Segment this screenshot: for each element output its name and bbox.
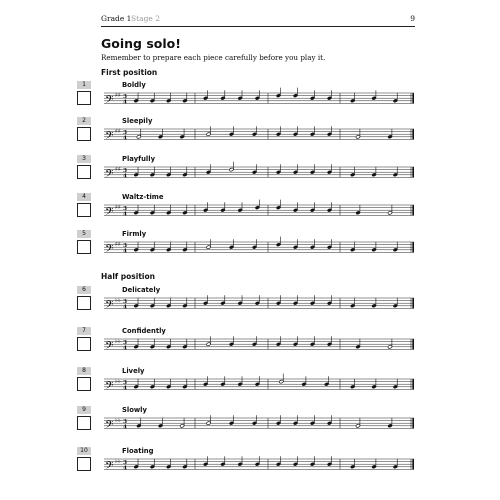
tempo-marking: Slowly — [122, 406, 147, 414]
piece — [0, 81, 500, 121]
piece-number: 4 — [77, 193, 91, 201]
time-signature-top: 3 — [123, 418, 128, 425]
music-staff — [0, 193, 500, 233]
final-bar-thick — [412, 129, 414, 139]
section-heading-first-position: First position — [101, 68, 158, 77]
final-bar-thick — [412, 242, 414, 252]
tempo-marking: Sleepily — [122, 117, 153, 125]
flat-icon: ♭♭ — [115, 458, 121, 465]
flat-icon: ♭♭ — [115, 417, 121, 424]
time-signature-top: 3 — [123, 93, 128, 100]
time-signature-bottom: 4 — [123, 345, 128, 352]
final-bar-thick — [412, 167, 414, 177]
music-staff — [0, 406, 500, 446]
time-signature-bottom: 4 — [123, 173, 128, 180]
music-staff — [0, 230, 500, 270]
piece — [0, 327, 500, 367]
time-signature-bottom: 4 — [123, 304, 128, 311]
music-staff — [0, 117, 500, 157]
bass-clef-icon: 𝄢 — [105, 242, 114, 258]
piece-number: 5 — [77, 230, 91, 238]
bass-clef-icon: 𝄢 — [105, 93, 114, 109]
time-signature-top: 3 — [123, 167, 128, 174]
sharp-icon: ♯♯ — [115, 204, 121, 211]
final-bar-thick — [412, 418, 414, 428]
final-bar-thick — [412, 205, 414, 215]
sharp-icon: ♯♯ — [115, 128, 121, 135]
flat-icon: ♭♭ — [115, 297, 121, 304]
music-staff — [0, 155, 500, 195]
bass-clef-icon: 𝄢 — [105, 379, 114, 395]
piece-number: 9 — [77, 406, 91, 414]
time-signature-bottom: 4 — [123, 424, 128, 431]
piece — [0, 230, 500, 270]
flat-icon: ♭♭ — [115, 378, 121, 385]
flat-icon: ♭♭ — [115, 338, 121, 345]
piece — [0, 286, 500, 326]
tempo-marking: Boldly — [122, 81, 146, 89]
piece — [0, 117, 500, 157]
header-rule — [101, 26, 415, 27]
bass-clef-icon: 𝄢 — [105, 129, 114, 145]
page-subtitle: Remember to prepare each piece carefully before you play it. — [101, 53, 326, 62]
tempo-marking: Firmly — [122, 230, 147, 238]
time-signature-bottom: 4 — [123, 385, 128, 392]
piece-number: 7 — [77, 327, 91, 335]
sharp-icon: ♯♯ — [115, 92, 121, 99]
tempo-marking: Floating — [122, 447, 154, 455]
section-heading-half-position: Half position — [101, 272, 155, 281]
piece — [0, 406, 500, 446]
time-signature-top: 3 — [123, 129, 128, 136]
tempo-marking: Playfully — [122, 155, 156, 163]
piece-number: 10 — [77, 447, 91, 455]
time-signature-top: 3 — [123, 339, 128, 346]
bass-clef-icon: 𝄢 — [105, 459, 114, 475]
final-bar-thick — [412, 298, 414, 308]
time-signature-top: 3 — [123, 298, 128, 305]
time-signature-bottom: 4 — [123, 99, 128, 106]
piece-number: 6 — [77, 286, 91, 294]
music-staff — [0, 447, 500, 487]
piece-number: 3 — [77, 155, 91, 163]
music-staff — [0, 286, 500, 326]
music-staff — [0, 81, 500, 121]
music-staff — [0, 367, 500, 407]
piece — [0, 193, 500, 233]
bass-clef-icon: 𝄢 — [105, 205, 114, 221]
tempo-marking: Delicately — [122, 286, 161, 294]
piece — [0, 155, 500, 195]
time-signature-top: 3 — [123, 379, 128, 386]
time-signature-bottom: 4 — [123, 135, 128, 142]
tempo-marking: Confidently — [122, 327, 166, 335]
piece-number: 2 — [77, 117, 91, 125]
page-title: Going solo! — [101, 36, 181, 51]
sharp-icon: ♯♯ — [115, 241, 121, 248]
bass-clef-icon: 𝄢 — [105, 167, 114, 183]
music-staff — [0, 327, 500, 367]
bass-clef-icon: 𝄢 — [105, 418, 114, 434]
time-signature-top: 3 — [123, 242, 128, 249]
bass-clef-icon: 𝄢 — [105, 298, 114, 314]
final-bar-thick — [412, 379, 414, 389]
time-signature-bottom: 4 — [123, 248, 128, 255]
tempo-marking: Waltz-time — [122, 193, 164, 201]
time-signature-bottom: 4 — [123, 211, 128, 218]
page-number: 9 — [410, 14, 415, 23]
tempo-marking: Lively — [122, 367, 145, 375]
final-bar-thick — [412, 339, 414, 349]
piece — [0, 367, 500, 407]
stage-label: Stage 2 — [131, 14, 161, 23]
final-bar-thick — [412, 459, 414, 469]
piece-number: 1 — [77, 81, 91, 89]
piece — [0, 447, 500, 487]
bass-clef-icon: 𝄢 — [105, 339, 114, 355]
piece-number: 8 — [77, 367, 91, 375]
time-signature-top: 3 — [123, 205, 128, 212]
sharp-icon: ♯♯ — [115, 166, 121, 173]
time-signature-top: 3 — [123, 459, 128, 466]
final-bar-thick — [412, 93, 414, 103]
grade-label: Grade 1 — [101, 14, 132, 23]
time-signature-bottom: 4 — [123, 465, 128, 472]
